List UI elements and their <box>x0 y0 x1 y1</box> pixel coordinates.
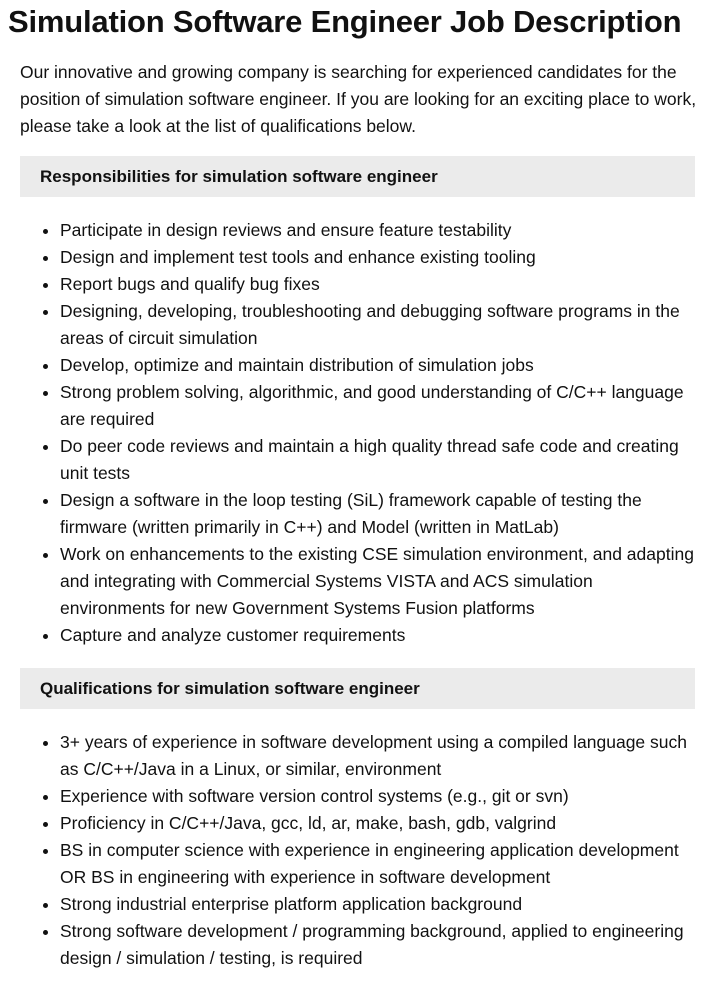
list-item: • Work on enhancements to the existing CSE simulation environment, and adapting and integrating with Commercial Systems VISTA and ACS simulation environments for new Government Systems Fusion platforms <box>60 541 700 622</box>
list-item: • Do peer code reviews and maintain a high quality thread safe code and creating unit tests <box>60 433 700 487</box>
list-item: • Capture and analyze customer requirements <box>60 622 700 649</box>
responsibilities-list <box>20 217 700 649</box>
list-item: • Design and implement test tools and enhance existing tooling <box>60 244 700 271</box>
responsibilities-heading: Responsibilities for simulation software engineer <box>20 156 695 197</box>
list-item: • BS in computer science with experience in engineering application development OR BS in engineering with experience in software development <box>60 837 700 891</box>
qualifications-heading: Qualifications for simulation software engineer <box>20 668 695 709</box>
list-item: • Develop, optimize and maintain distribution of simulation jobs <box>60 352 700 379</box>
list-item: • Proficiency in C/C++/Java, gcc, ld, ar, make, bash, gdb, valgrind <box>60 810 700 837</box>
page-title: Simulation Software Engineer Job Description <box>8 4 682 39</box>
list-item: • Participate in design reviews and ensure feature testability <box>60 217 700 244</box>
list-item: • Designing, developing, troubleshooting and debugging software programs in the areas of circuit simulation <box>60 298 700 352</box>
list-item: • Experience with software version control systems (e.g., git or svn) <box>60 783 700 810</box>
list-item: • Strong software development / programming background, applied to engineering design / simulation / testing, is required <box>60 918 700 972</box>
list-item: • Design a software in the loop testing (SiL) framework capable of testing the firmware (written primarily in C++) and Model (written in MatLab) <box>60 487 700 541</box>
list-item: • Strong industrial enterprise platform application background <box>60 891 700 918</box>
list-item: • 3+ years of experience in software development using a compiled language such as C/C++/Java in a Linux, or similar, environment <box>60 729 700 783</box>
list-item: • Strong problem solving, algorithmic, and good understanding of C/C++ language are required <box>60 379 700 433</box>
list-item: • Report bugs and qualify bug fixes <box>60 271 700 298</box>
intro-paragraph: Our innovative and growing company is searching for experienced candidates for the position of simulation software engineer. If you are looking for an exciting place to work, please take a look at the list of qualifications below. <box>20 62 697 136</box>
qualifications-list <box>20 729 700 972</box>
